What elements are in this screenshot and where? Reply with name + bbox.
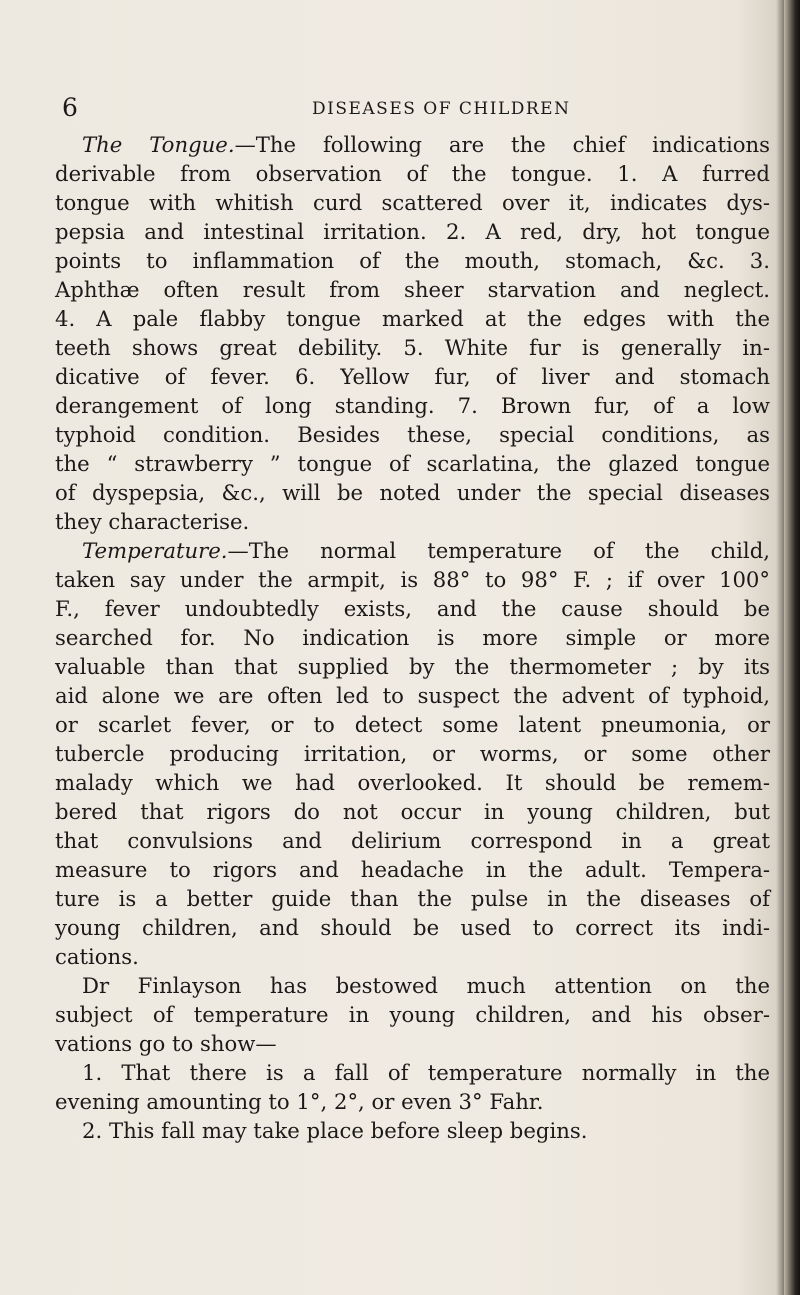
text-line: of dyspepsia, &c., will be noted under the special diseases [55, 480, 770, 505]
page-binding-edge [784, 0, 800, 1295]
text-line: bered that rigors do not occur in young children, but [55, 799, 770, 824]
page-header [62, 93, 762, 123]
text-line: Temperature.—The normal temperature of the child, [82, 538, 770, 563]
text-line: Aphthæ often result from sheer starvation and neglect. [55, 277, 770, 302]
text-line: they characterise. [55, 509, 250, 534]
text-line: vations go to show— [55, 1031, 277, 1056]
text-line: malady which we had overlooked. It should be remem- [55, 770, 770, 795]
text-line: evening amounting to 1°, 2°, or even 3° Fahr. [55, 1089, 544, 1114]
text-line: subject of temperature in young children, and his obser- [55, 1002, 770, 1027]
text-line: F., fever undoubtedly exists, and the cause should be [55, 596, 770, 621]
text-line: cations. [55, 944, 139, 969]
text-line: teeth shows great debility. 5. White fur is generally in- [55, 335, 770, 360]
text-line: young children, and should be used to correct its indi- [55, 915, 770, 940]
running-title: DISEASES OF CHILDREN [312, 99, 571, 119]
text-line: derangement of long standing. 7. Brown fur, of a low [55, 393, 770, 418]
text-line: taken say under the armpit, is 88° to 98° F. ; if over 100° [55, 567, 770, 592]
text-line: derivable from observation of the tongue. 1. A furred [55, 161, 770, 186]
text-line: or scarlet fever, or to detect some latent pneumonia, or [55, 712, 770, 737]
text-line: dicative of fever. 6. Yellow fur, of liver and stomach [55, 364, 770, 389]
text-line: tongue with whitish curd scattered over it, indicates dys- [55, 190, 770, 215]
section-heading-tongue: The Tongue. [82, 132, 235, 157]
text-line: tubercle producing irritation, or worms, or some other [55, 741, 770, 766]
text-line: The Tongue.—The following are the chief indications [82, 132, 771, 157]
text-line: 1. That there is a fall of temperature normally in the [82, 1060, 770, 1085]
body-text [55, 130, 770, 1145]
text-line: 2. This fall may take place before sleep begins. [82, 1118, 588, 1143]
text-line: searched for. No indication is more simple or more [55, 625, 770, 650]
text-line: the “ strawberry ” tongue of scarlatina, the glazed tongue [55, 451, 770, 476]
text-line: Dr Finlayson has bestowed much attention on the [82, 973, 770, 998]
text-line: that convulsions and delirium correspond in a great [55, 828, 770, 853]
text-line: 4. A pale flabby tongue marked at the edges with the [55, 306, 770, 331]
text-line: measure to rigors and headache in the adult. Tempera- [55, 857, 770, 882]
text-line: typhoid condition. Besides these, special conditions, as [55, 422, 770, 447]
text-line: valuable than that supplied by the thermometer ; by its [55, 654, 770, 679]
text-line: points to inflammation of the mouth, stomach, &c. 3. [55, 248, 770, 273]
page-number: 6 [62, 93, 78, 122]
text-line: ture is a better guide than the pulse in the diseases of [55, 886, 770, 911]
text-line: aid alone we are often led to suspect the advent of typhoid, [55, 683, 770, 708]
text-line: pepsia and intestinal irritation. 2. A red, dry, hot tongue [55, 219, 770, 244]
section-heading-temperature: Temperature. [82, 538, 228, 563]
